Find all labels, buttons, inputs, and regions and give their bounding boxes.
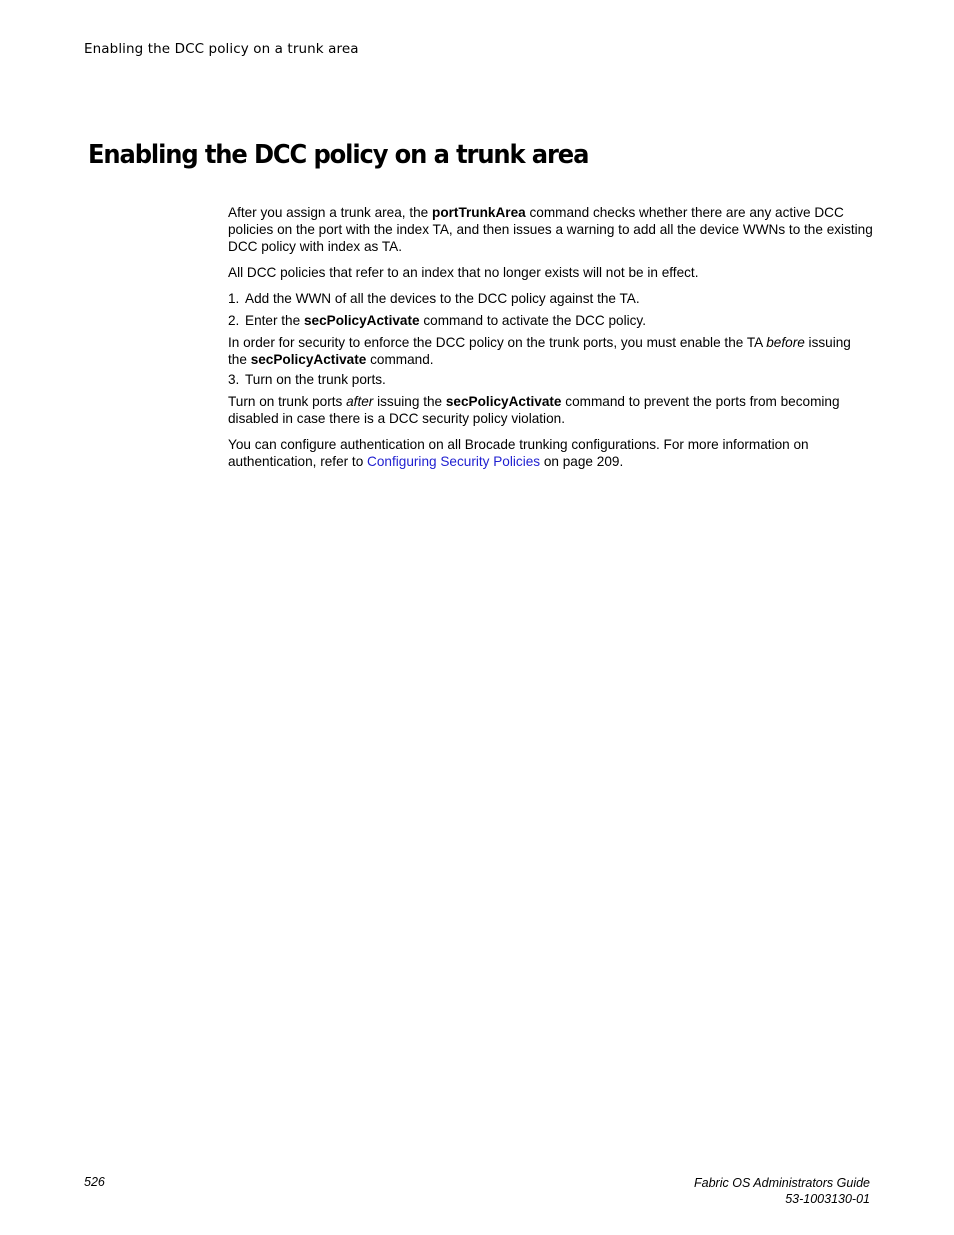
note-text: on page 209. <box>540 454 624 469</box>
command-secpolicyactivate: secPolicyActivate <box>445 394 562 409</box>
note-text: You can configure authentication on all Brocade trunking configurations. For more information on authentication, refer to <box>228 437 809 469</box>
step-text: Add the WWN of all the devices to the DCC policy against the TA. <box>245 291 640 306</box>
note-text: command. <box>366 352 434 367</box>
footer-doc-info <box>694 1175 870 1207</box>
step-text-start: Enter the <box>245 313 304 328</box>
step-2 <box>228 312 873 329</box>
step-number: 3. <box>228 372 240 387</box>
body-content <box>228 204 873 479</box>
command-porttrunkarea: portTrunkArea <box>432 205 526 220</box>
command-secpolicyactivate: secPolicyActivate <box>303 313 420 328</box>
procedure-steps <box>228 290 873 470</box>
note-text: issuing the <box>228 335 851 367</box>
guide-title: Fabric OS Administrators Guide <box>694 1176 870 1190</box>
intro-text: After you assign a trunk area, the <box>228 205 433 220</box>
step-2-note <box>228 334 873 368</box>
step-3-note <box>228 393 873 427</box>
note-text: In order for security to enforce the DCC policy on the trunk ports, you must enable the TA <box>228 335 767 350</box>
document-number: 53-1003130-01 <box>785 1192 870 1206</box>
running-header: Enabling the DCC policy on a trunk area <box>84 41 359 57</box>
authentication-note <box>228 436 873 470</box>
note-text: issuing the <box>373 394 446 409</box>
step-text: Turn on the trunk ports. <box>245 372 386 387</box>
note-text: Turn on trunk ports <box>228 394 347 409</box>
step-1 <box>228 290 873 307</box>
dcc-policy-note: All DCC policies that refer to an index that no longer exists will not be in effect. <box>228 265 699 280</box>
step-text-end: command to activate the DCC policy. <box>419 313 646 328</box>
step-number: 1. <box>228 291 240 306</box>
page-number: 526 <box>84 1175 105 1189</box>
intro-text-cont: command checks whether there are any active DCC policies on the port with the index TA, and then issues a warning to add all the device WWNs to the existing DCC policy with index as TA. <box>228 205 873 254</box>
configuring-security-policies-link[interactable]: Configuring Security Policies <box>367 454 541 469</box>
emphasis-before: before <box>766 335 805 350</box>
note-text: command to prevent the ports from becoming disabled in case there is a DCC security policy violation. <box>228 394 840 426</box>
step-number: 2. <box>228 313 240 328</box>
command-secpolicyactivate: secPolicyActivate <box>250 352 367 367</box>
intro-paragraph <box>228 204 873 255</box>
step-text <box>245 312 873 329</box>
step-3 <box>228 371 873 388</box>
emphasis-after: after <box>346 394 374 409</box>
page-title: Enabling the DCC policy on a trunk area <box>88 140 589 170</box>
